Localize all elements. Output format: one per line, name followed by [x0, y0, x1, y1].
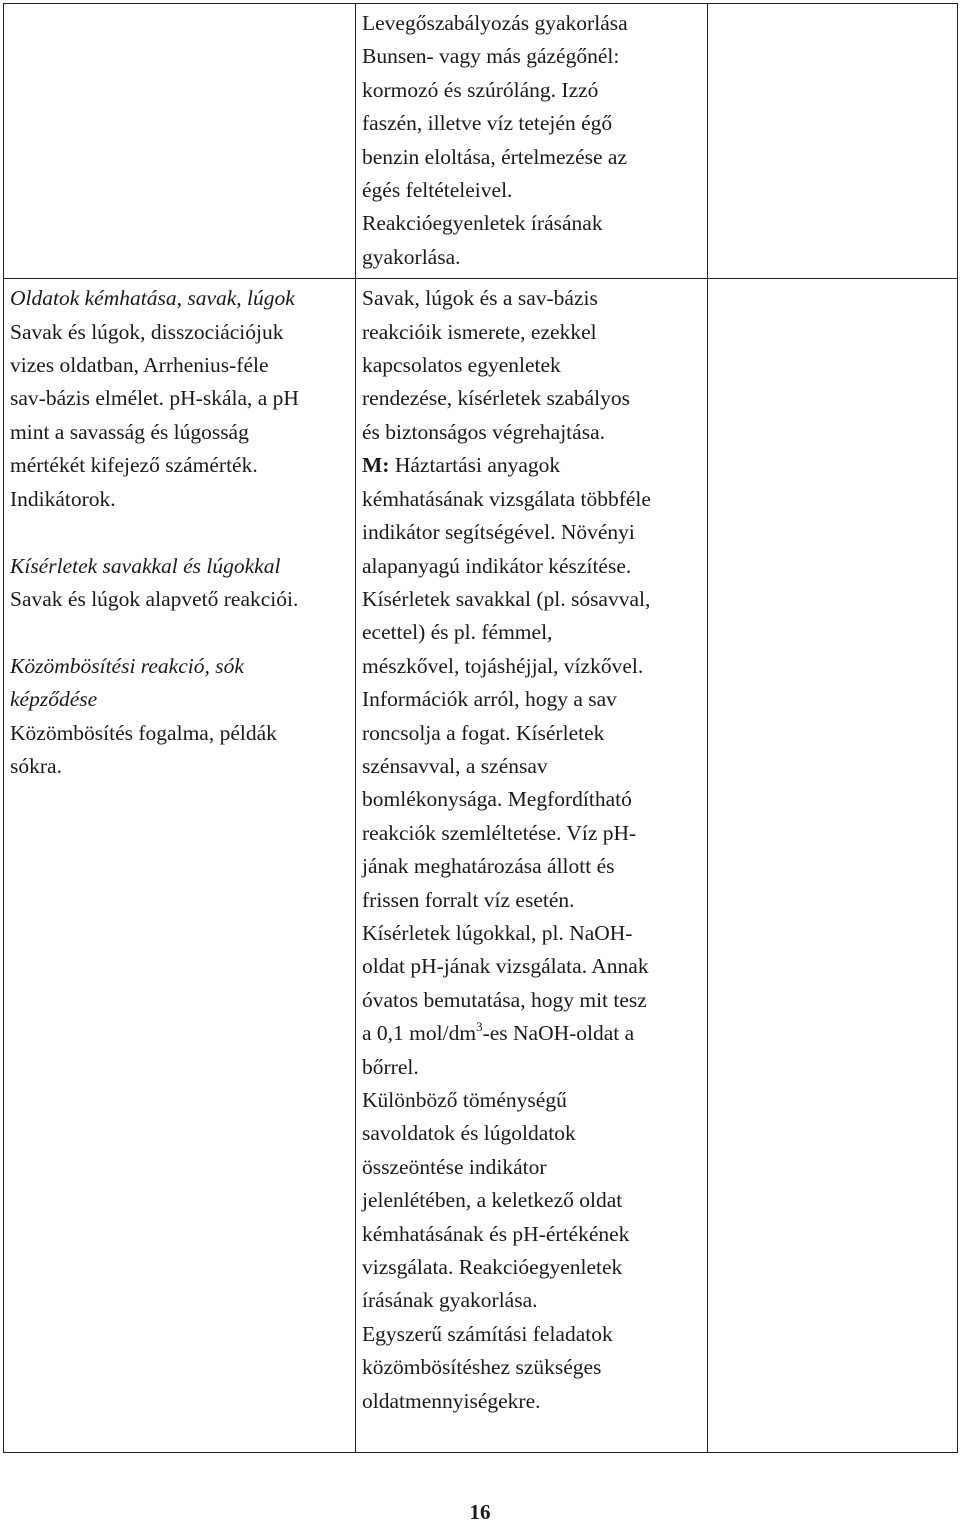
- text-line: jelenlétében, a keletkező oldat: [362, 1188, 623, 1213]
- page-number: 16: [469, 1500, 491, 1524]
- text-line: Egyszerű számítási feladatok: [362, 1321, 613, 1346]
- text-line: Különböző töménységű: [362, 1088, 567, 1112]
- topic-title: Kísérletek savakkal és lúgokkal: [10, 553, 281, 578]
- text-line: mészkővel, tojáshéjjal, vízkővel.: [362, 653, 644, 678]
- topic-text-line: Savak és lúgok, disszociációjuk: [10, 319, 284, 344]
- text-line: [362, 449, 701, 482]
- m-label: M:: [362, 453, 390, 478]
- text-line: frissen forralt víz esetén.: [362, 887, 575, 912]
- text-line: reakciók szemléltetése. Víz pH-: [362, 820, 637, 845]
- text-line: jának meghatározása állott és: [362, 854, 615, 879]
- text-line: faszén, illetve víz tetején égő: [362, 111, 613, 136]
- unit-suffix: -es NaOH-oldat a: [482, 1021, 635, 1046]
- text-line: roncsolja a fogat. Kísérletek: [362, 720, 605, 745]
- curriculum-table: [3, 3, 958, 1453]
- text-line: kémhatásának és pH-értékének: [362, 1221, 630, 1246]
- text-line: kormozó és szúróláng. Izzó: [362, 77, 599, 102]
- topic-text-line: vizes oldatban, Arrhenius-féle: [10, 353, 269, 378]
- text-line: közömbösítéshez szükséges: [362, 1355, 602, 1380]
- text-line: alapanyagú indikátor készítése.: [362, 553, 632, 578]
- text-line: kémhatásának vizsgálata többféle: [362, 486, 651, 511]
- text-line: savoldatok és lúgoldatok: [362, 1121, 576, 1146]
- row2-notes-cell: [708, 279, 958, 1453]
- text-line: [362, 1017, 701, 1050]
- text-line: Bunsen- vagy más gázégőnél:: [362, 44, 620, 69]
- text-line: oldat pH-jának vizsgálata. Annak: [362, 954, 649, 979]
- text-line: Reakcióegyenletek írásának: [362, 211, 603, 236]
- text-line: Levegőszabályozás gyakorlása: [362, 11, 628, 35]
- blank-line: [10, 516, 349, 549]
- text-line: Információk arról, hogy a sav: [362, 687, 617, 712]
- unit-superscript: 3: [476, 1019, 483, 1035]
- topic-text-line: sókra.: [10, 753, 62, 778]
- text-line: indikátor segítségével. Növényi: [362, 520, 635, 545]
- topic-title: Közömbösítési reakció, sók: [10, 653, 244, 678]
- topic-text-line: mértékét kifejező számérték.: [10, 453, 258, 478]
- text-line: ecettel) és pl. fémmel,: [362, 620, 553, 645]
- text-line: benzin eloltása, értelmezése az: [362, 144, 628, 169]
- row1-topic-cell: [4, 4, 356, 279]
- text-line: Kísérletek savakkal (pl. sósavval,: [362, 586, 651, 611]
- row2-activities-cell: [356, 279, 708, 1453]
- row1-activities-cell: [356, 4, 708, 279]
- text-line: Savak, lúgok és a sav-bázis: [362, 286, 598, 311]
- text-line: vizsgálata. Reakcióegyenletek: [362, 1255, 623, 1280]
- text-line: bomlékonysága. Megfordítható: [362, 787, 632, 812]
- topic-text-line: Közömbösítés fogalma, példák: [10, 720, 277, 745]
- text-line: rendezése, kísérletek szabályos: [362, 386, 631, 411]
- text-line: írásának gyakorlása.: [362, 1288, 538, 1313]
- text-line: összeöntése indikátor: [362, 1154, 547, 1179]
- topic-title: képződése: [10, 687, 98, 712]
- topic-text-line: sav-bázis elmélet. pH-skála, a pH: [10, 386, 299, 411]
- row1-notes-cell: [708, 4, 958, 279]
- table-row-1: [4, 4, 958, 279]
- text-line: szénsavval, a szénsav: [362, 753, 548, 778]
- topic-title: Oldatok kémhatása, savak, lúgok: [10, 286, 295, 311]
- text-line: oldatmennyiségekre.: [362, 1388, 541, 1413]
- unit-prefix: a 0,1 mol/dm: [362, 1021, 477, 1046]
- text-line: reakcióik ismerete, ezekkel: [362, 319, 597, 344]
- table-row-2: [4, 279, 958, 1453]
- topic-text-line: mint a savasság és lúgosság: [10, 419, 249, 444]
- text-line: és biztonságos végrehajtása.: [362, 419, 605, 444]
- row2-topic-cell: [4, 279, 356, 1453]
- topic-text-line: Savak és lúgok alapvető reakciói.: [10, 586, 299, 611]
- text-line: Kísérletek lúgokkal, pl. NaOH-: [362, 920, 633, 945]
- text-line: gyakorlása.: [362, 244, 461, 269]
- text-line: kapcsolatos egyenletek: [362, 353, 561, 378]
- text-line: bőrrel.: [362, 1054, 419, 1079]
- blank-line: [10, 616, 349, 649]
- text-line: égés feltételeivel.: [362, 178, 513, 203]
- m-text: Háztartási anyagok: [389, 453, 561, 478]
- topic-text-line: Indikátorok.: [10, 486, 116, 511]
- text-line: óvatos bemutatása, hogy mit tesz: [362, 987, 647, 1012]
